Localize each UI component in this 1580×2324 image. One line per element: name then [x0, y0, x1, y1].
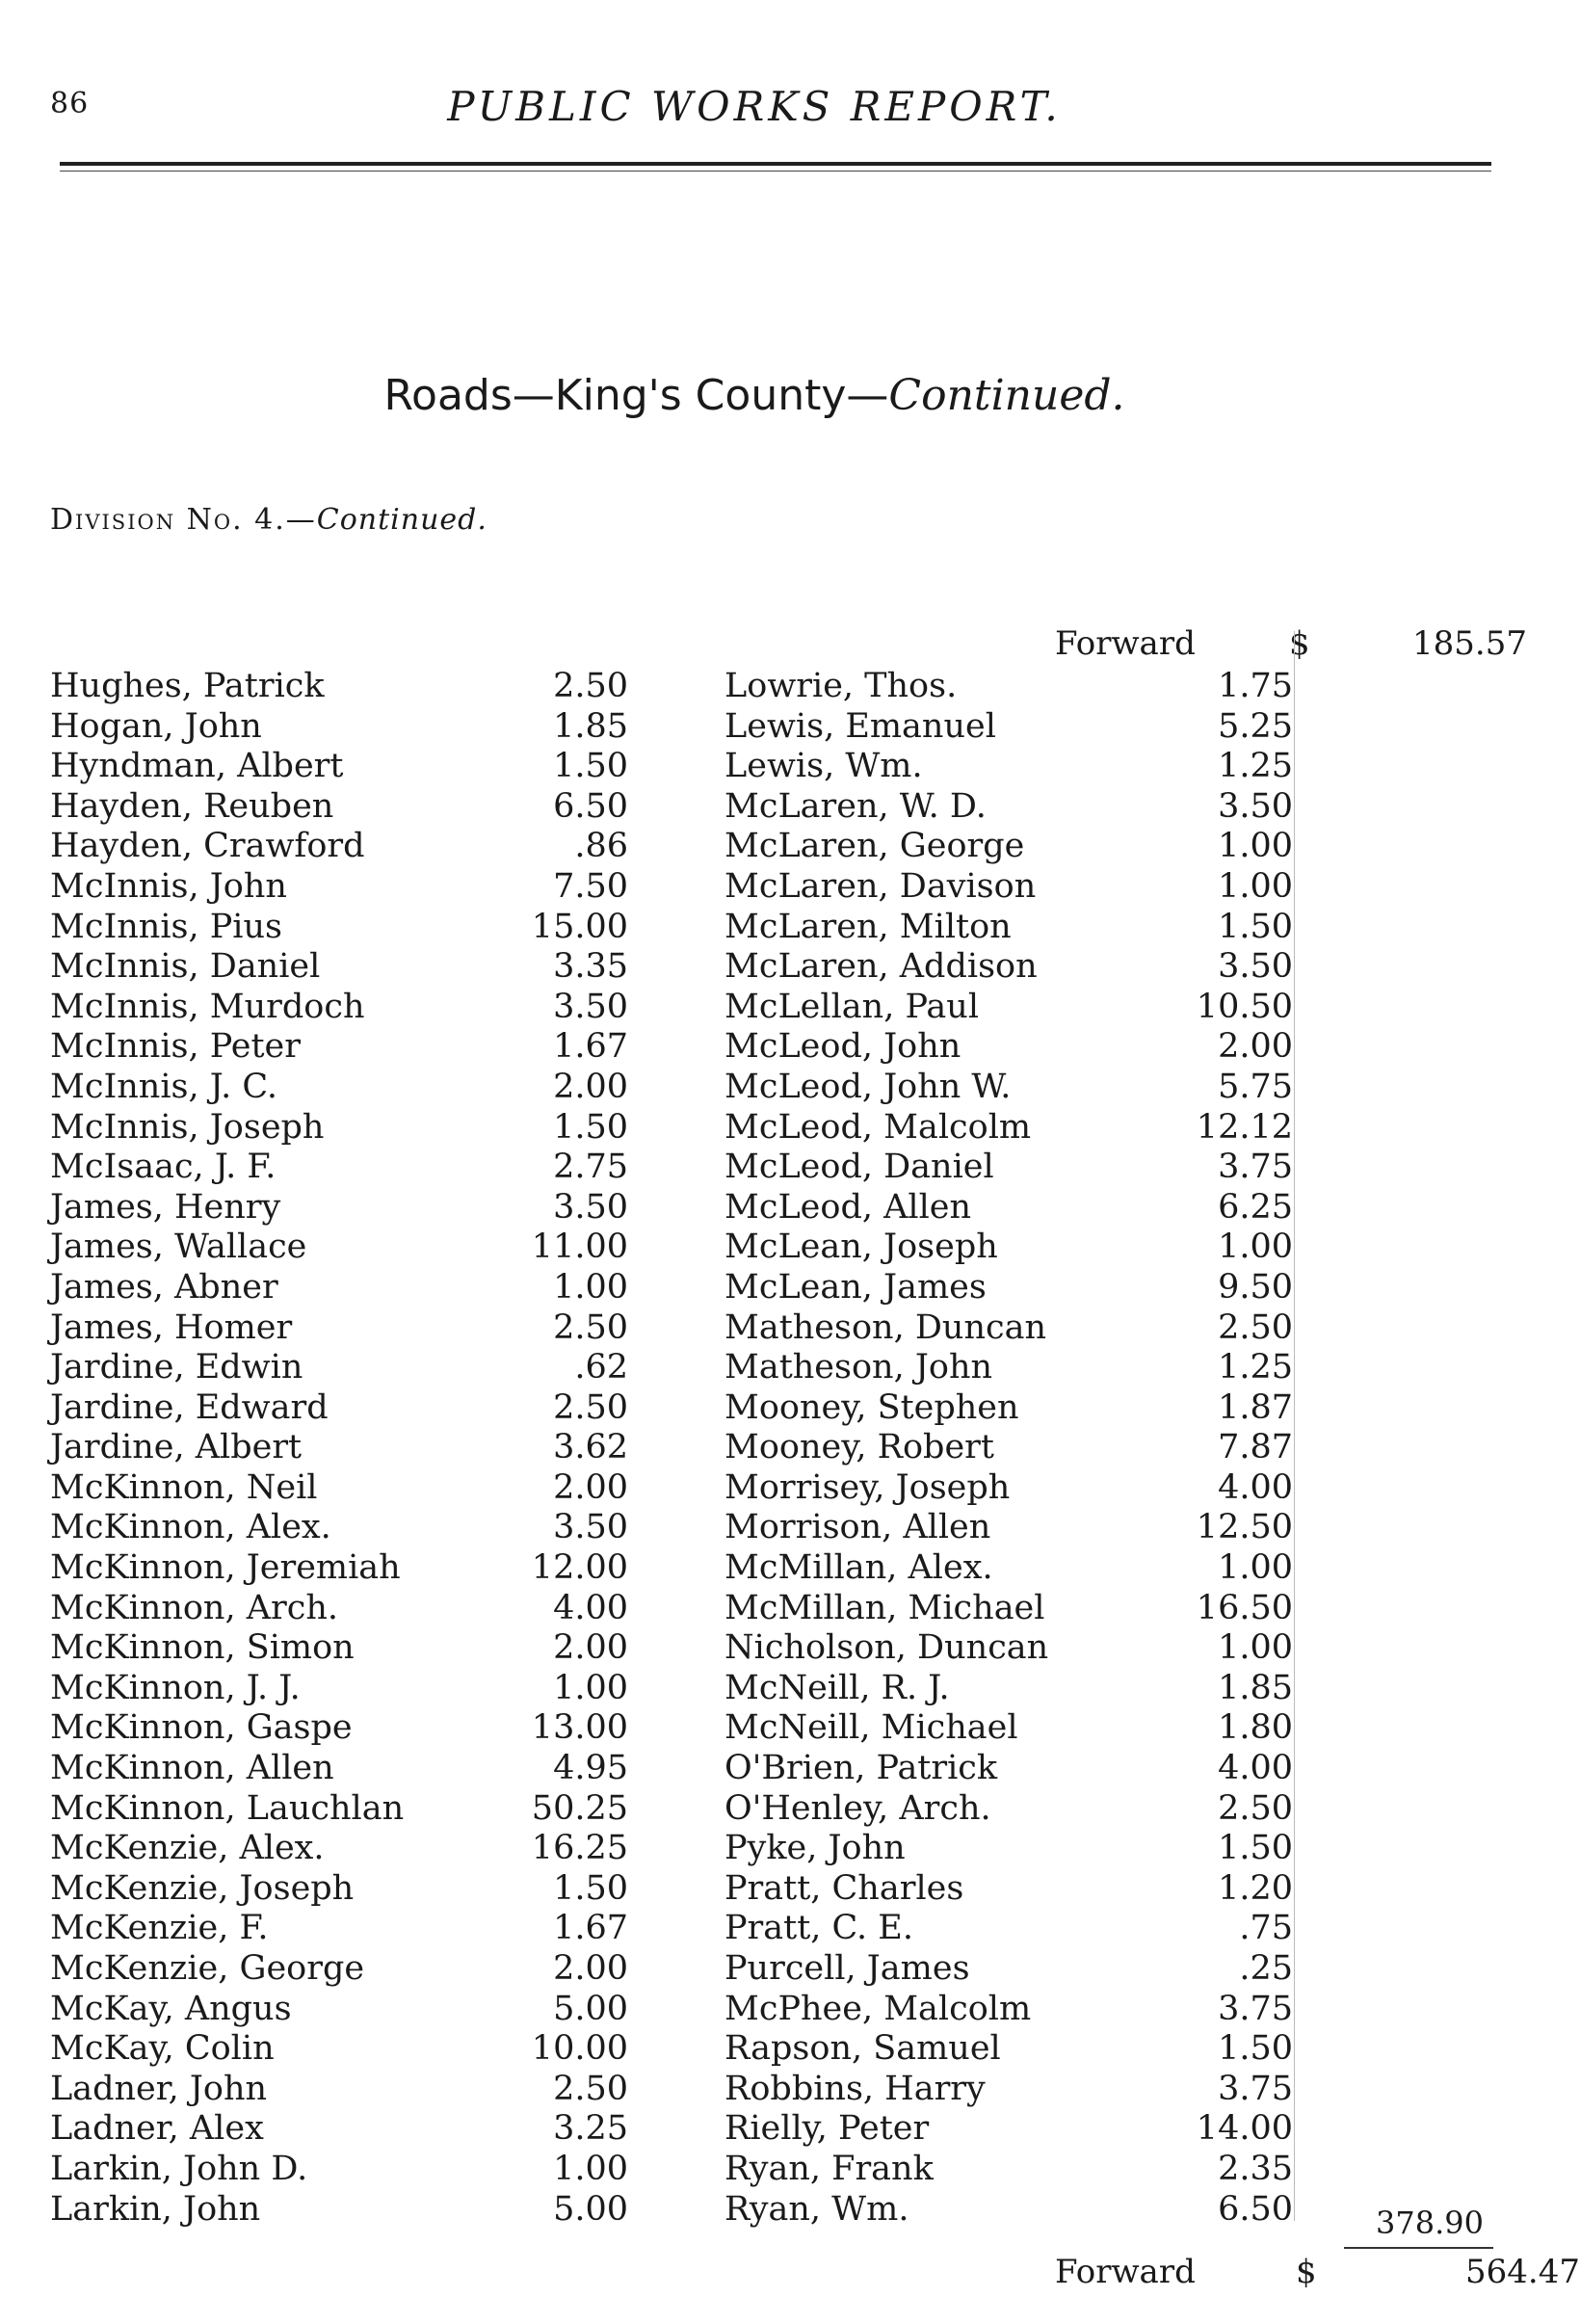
ledger-row	[50, 1869, 628, 1910]
ledger-row	[724, 1148, 1293, 1188]
entry-amount: 1.50	[553, 1868, 628, 1908]
ledger-row	[724, 2070, 1293, 2110]
entry-amount: 2.00	[1218, 1027, 1293, 1067]
ledger-row	[50, 787, 628, 828]
entry-name: McKenzie, Alex.	[50, 1829, 325, 1868]
ledger-row	[724, 747, 1293, 787]
entry-name: McInnis, Daniel	[50, 947, 321, 987]
ledger-row	[50, 1789, 628, 1830]
entry-amount: 12.50	[1196, 1508, 1293, 1547]
ledger-row	[724, 707, 1293, 748]
ledger-row	[724, 1628, 1293, 1669]
entry-amount: 16.25	[531, 1829, 628, 1868]
ledger-row	[50, 747, 628, 787]
entry-name: Lewis, Emanuel	[724, 706, 996, 746]
entry-amount: 3.62	[553, 1428, 628, 1467]
entry-name: Ladner, John	[50, 2069, 268, 2108]
entry-name: McKenzie, Joseph	[50, 1868, 355, 1908]
ledger-row	[50, 1589, 628, 1629]
ledger-row	[50, 2029, 628, 2070]
section-title	[0, 371, 1509, 420]
ledger-row	[724, 988, 1293, 1028]
entry-name: Hyndman, Albert	[50, 747, 344, 786]
ledger-row	[50, 2070, 628, 2110]
entry-amount: 2.50	[1218, 1307, 1293, 1347]
entry-amount: .25	[1239, 1949, 1293, 1988]
entry-amount: 2.50	[1218, 1788, 1293, 1828]
entry-amount: 12.00	[531, 1548, 628, 1588]
header-rule-thick	[60, 162, 1491, 166]
ledger-row	[724, 1548, 1293, 1589]
ledger-row	[50, 667, 628, 707]
entry-name: Larkin, John D.	[50, 2149, 308, 2188]
page-number: 86	[50, 87, 90, 120]
entry-amount: 6.50	[553, 786, 628, 826]
entry-amount: .75	[1239, 1909, 1293, 1948]
ledger-row	[724, 1468, 1293, 1509]
entry-name: McLeod, Daniel	[724, 1148, 994, 1187]
entry-amount: 3.50	[1218, 947, 1293, 987]
entry-amount: 3.75	[1218, 1989, 1293, 2028]
ledger-row	[50, 1669, 628, 1709]
entry-amount: 1.50	[1218, 1829, 1293, 1868]
entry-name: McLaren, Davison	[724, 866, 1037, 906]
entry-amount: 12.12	[1196, 1107, 1293, 1147]
entry-amount: 4.95	[553, 1749, 628, 1788]
entry-amount: .62	[574, 1348, 628, 1387]
entry-name: James, Homer	[50, 1307, 293, 1347]
ledger-row	[50, 947, 628, 988]
left-column	[50, 667, 628, 2230]
entry-amount: 1.87	[1218, 1387, 1293, 1427]
entry-amount: 9.50	[1218, 1267, 1293, 1307]
entry-amount: 3.50	[553, 1187, 628, 1227]
entry-amount: 10.00	[531, 2029, 628, 2069]
running-header	[0, 83, 1509, 131]
entry-name: Ryan, Frank	[724, 2149, 934, 2188]
entry-amount: 3.25	[553, 2109, 628, 2149]
entry-amount: 1.00	[553, 1267, 628, 1307]
entry-name: Pratt, C. E.	[724, 1909, 913, 1948]
ledger-row	[724, 1749, 1293, 1789]
entry-name: Larkin, John	[50, 2189, 261, 2229]
entry-amount: 5.75	[1218, 1067, 1293, 1106]
entry-amount: 14.00	[1196, 2109, 1293, 2149]
ledger-row	[50, 1228, 628, 1268]
ledger-row	[50, 707, 628, 748]
entry-name: Rielly, Peter	[724, 2109, 930, 2149]
entry-name: McKenzie, F.	[50, 1909, 269, 1948]
entry-amount: 16.50	[1196, 1588, 1293, 1627]
entry-name: McInnis, Pius	[50, 907, 283, 946]
division-label: Division No. 4.—	[50, 503, 317, 537]
ledger-row	[724, 2190, 1293, 2231]
ledger-row	[724, 1388, 1293, 1429]
forward-top	[1055, 624, 1527, 663]
entry-amount: 1.25	[1218, 1348, 1293, 1387]
ledger-row	[724, 1789, 1293, 1830]
ledger-row	[50, 2150, 628, 2190]
ledger-row	[50, 1148, 628, 1188]
entry-amount: 1.50	[553, 747, 628, 786]
ledger-row	[50, 1909, 628, 1949]
entry-name: McKay, Angus	[50, 1989, 292, 2028]
ledger-row	[724, 947, 1293, 988]
entry-amount: 3.75	[1218, 2069, 1293, 2108]
entry-amount: 1.00	[1218, 1628, 1293, 1668]
entry-name: O'Henley, Arch.	[724, 1788, 991, 1828]
right-column	[724, 667, 1293, 2230]
ledger-row	[50, 1990, 628, 2030]
ledger-row	[724, 1829, 1293, 1869]
ledger-row	[724, 1308, 1293, 1349]
entry-name: McKinnon, Simon	[50, 1628, 355, 1668]
entry-name: James, Henry	[50, 1187, 281, 1227]
entry-amount: 2.75	[553, 1148, 628, 1187]
entry-name: McInnis, Peter	[50, 1027, 301, 1067]
entry-amount: 1.00	[1218, 1228, 1293, 1267]
ledger-row	[724, 1589, 1293, 1629]
subtotal-amount: 378.90	[1376, 2205, 1484, 2241]
entry-name: McNeill, R. J.	[724, 1668, 950, 1707]
entry-name: Jardine, Albert	[50, 1428, 303, 1467]
entry-name: McPhee, Malcolm	[724, 1989, 1032, 2028]
entry-amount: 2.50	[553, 1307, 628, 1347]
entry-amount: 6.25	[1218, 1187, 1293, 1227]
ledger-row	[724, 827, 1293, 867]
entry-name: McLeod, Allen	[724, 1187, 972, 1227]
ledger-row	[50, 1108, 628, 1149]
entry-amount: 1.20	[1218, 1868, 1293, 1908]
entry-name: McKenzie, George	[50, 1949, 365, 1988]
entry-name: Ryan, Wm.	[724, 2189, 909, 2229]
entry-name: McLeod, John	[724, 1027, 961, 1067]
entry-amount: 2.35	[1218, 2149, 1293, 2188]
section-title-main: Roads—King's County—	[383, 371, 889, 420]
ledger-row	[50, 2109, 628, 2150]
ledger-row	[724, 1909, 1293, 1949]
entry-name: James, Abner	[50, 1267, 278, 1307]
entry-amount: 13.00	[531, 1708, 628, 1748]
entry-name: McNeill, Michael	[724, 1708, 1018, 1748]
entry-name: McLaren, George	[724, 827, 1025, 866]
ledger-row	[50, 1749, 628, 1789]
entry-name: McKinnon, Lauchlan	[50, 1788, 405, 1828]
entry-amount: 5.00	[553, 2189, 628, 2229]
ledger-row	[724, 1228, 1293, 1268]
entry-name: Mooney, Robert	[724, 1428, 994, 1467]
header-rule-thin	[60, 171, 1491, 172]
ledger-row	[50, 827, 628, 867]
entry-name: Matheson, Duncan	[724, 1307, 1047, 1347]
entry-name: McLaren, W. D.	[724, 786, 987, 826]
ledger-row	[50, 1188, 628, 1228]
entry-name: Jardine, Edward	[50, 1387, 329, 1427]
entry-name: Matheson, John	[724, 1348, 993, 1387]
entry-amount: 1.80	[1218, 1708, 1293, 1748]
entry-name: McKinnon, Gaspe	[50, 1708, 353, 1748]
entry-amount: 1.85	[1218, 1668, 1293, 1707]
entry-name: Ladner, Alex	[50, 2109, 264, 2149]
ledger-row	[724, 1990, 1293, 2030]
entry-amount: .86	[574, 827, 628, 866]
entry-amount: 1.75	[1218, 667, 1293, 705]
entry-name: McMillan, Michael	[724, 1588, 1045, 1627]
entry-amount: 1.67	[553, 1027, 628, 1067]
forward-bottom-label: Forward	[1055, 2253, 1196, 2291]
amount-column-rule	[1294, 631, 1295, 2221]
entry-name: McLaren, Addison	[724, 947, 1038, 987]
ledger-row	[724, 1027, 1293, 1068]
entry-amount: 1.00	[1218, 1548, 1293, 1588]
entry-amount: 7.50	[553, 866, 628, 906]
ledger-row	[724, 1108, 1293, 1149]
entry-name: Pratt, Charles	[724, 1868, 964, 1908]
entry-name: Purcell, James	[724, 1949, 970, 1988]
entry-amount: 2.00	[553, 1628, 628, 1668]
entry-amount: 2.50	[553, 667, 628, 705]
ledger-row	[50, 867, 628, 908]
entry-name: Jardine, Edwin	[50, 1348, 303, 1387]
entry-name: McIsaac, J. F.	[50, 1148, 276, 1187]
forward-top-amount: 185.57	[1412, 624, 1527, 663]
entry-name: McInnis, J. C.	[50, 1067, 277, 1106]
entry-amount: 4.00	[1218, 1467, 1293, 1507]
entry-name: McInnis, John	[50, 866, 287, 906]
ledger-row	[724, 1669, 1293, 1709]
ledger-row	[724, 1428, 1293, 1468]
entry-amount: 1.50	[1218, 2029, 1293, 2069]
division-heading	[50, 503, 487, 537]
running-title: PUBLIC WORKS REPORT.	[447, 83, 1062, 130]
entry-amount: 4.00	[1218, 1749, 1293, 1788]
entry-amount: 3.50	[553, 1508, 628, 1547]
ledger-row	[50, 2190, 628, 2231]
entry-name: Hughes, Patrick	[50, 667, 325, 705]
entry-amount: 5.25	[1218, 706, 1293, 746]
section-title-continued: Continued.	[888, 371, 1125, 420]
ledger-row	[724, 1708, 1293, 1749]
forward-bottom-amount: 564.47	[1465, 2253, 1580, 2291]
ledger-row	[724, 1949, 1293, 1990]
entry-amount: 3.50	[553, 987, 628, 1026]
entry-name: McKinnon, Arch.	[50, 1588, 339, 1627]
ledger-row	[50, 908, 628, 948]
entry-amount: 3.35	[553, 947, 628, 987]
entry-amount: 2.00	[553, 1949, 628, 1988]
ledger-row	[724, 2150, 1293, 2190]
ledger-row	[50, 1468, 628, 1509]
ledger-row	[50, 1548, 628, 1589]
entry-name: Hogan, John	[50, 706, 262, 746]
entry-name: McLeod, John W.	[724, 1067, 1012, 1106]
entry-amount: 3.50	[1218, 786, 1293, 826]
entry-amount: 6.50	[1218, 2189, 1293, 2229]
entry-name: McLeod, Malcolm	[724, 1107, 1032, 1147]
ledger-row	[50, 1829, 628, 1869]
entry-name: Pyke, John	[724, 1829, 906, 1868]
entry-amount: 1.25	[1218, 747, 1293, 786]
entry-name: Morrisey, Joseph	[724, 1467, 1011, 1507]
ledger-row	[724, 1068, 1293, 1108]
entry-amount: 1.00	[553, 1668, 628, 1707]
ledger-row	[50, 1348, 628, 1388]
ledger-row	[50, 1708, 628, 1749]
entry-name: McKinnon, Jeremiah	[50, 1548, 401, 1588]
entry-amount: 2.50	[553, 1387, 628, 1427]
ledger-row	[50, 1628, 628, 1669]
entry-name: McLean, Joseph	[724, 1228, 998, 1267]
entry-name: Nicholson, Duncan	[724, 1628, 1049, 1668]
entry-name: James, Wallace	[50, 1228, 307, 1267]
entry-name: Lewis, Wm.	[724, 747, 923, 786]
entry-amount: 2.50	[553, 2069, 628, 2108]
entry-name: Mooney, Stephen	[724, 1387, 1019, 1427]
entry-name: McInnis, Joseph	[50, 1107, 325, 1147]
entry-name: McLean, James	[724, 1267, 987, 1307]
ledger-row	[724, 2109, 1293, 2150]
ledger-row	[50, 1428, 628, 1468]
entry-name: McKay, Colin	[50, 2029, 275, 2069]
entry-name: McLaren, Milton	[724, 907, 1012, 946]
entry-amount: 50.25	[531, 1788, 628, 1828]
ledger-row	[724, 1508, 1293, 1548]
entry-amount: 7.87	[1218, 1428, 1293, 1467]
entry-name: Lowrie, Thos.	[724, 667, 958, 705]
entry-name: McKinnon, Alex.	[50, 1508, 331, 1547]
ledger-row	[724, 787, 1293, 828]
division-continued: Continued.	[316, 503, 487, 537]
entry-amount: 11.00	[531, 1228, 628, 1267]
entry-name: McLellan, Paul	[724, 987, 980, 1026]
ledger-row	[50, 1027, 628, 1068]
ledger-row	[724, 1869, 1293, 1910]
entry-name: Rapson, Samuel	[724, 2029, 1001, 2069]
entry-amount: 1.50	[1218, 907, 1293, 946]
entry-amount: 15.00	[531, 907, 628, 946]
entry-name: McMillan, Alex.	[724, 1548, 993, 1588]
entry-name: Hayden, Reuben	[50, 786, 334, 826]
entry-name: McKinnon, J. J.	[50, 1668, 301, 1707]
ledger-row	[50, 1388, 628, 1429]
entry-name: O'Brien, Patrick	[724, 1749, 998, 1788]
entry-amount: 3.75	[1218, 1148, 1293, 1187]
entry-amount: 1.67	[553, 1909, 628, 1948]
ledger-row	[724, 908, 1293, 948]
entry-name: McKinnon, Neil	[50, 1467, 318, 1507]
entry-amount: 1.50	[553, 1107, 628, 1147]
ledger-row	[724, 1188, 1293, 1228]
entry-name: McInnis, Murdoch	[50, 987, 365, 1026]
ledger-row	[50, 1949, 628, 1990]
entry-amount: 4.00	[553, 1588, 628, 1627]
entry-name: Hayden, Crawford	[50, 827, 365, 866]
forward-top-currency: $	[1289, 624, 1310, 663]
subtotal-rule	[1344, 2247, 1493, 2249]
entry-amount: 1.00	[1218, 866, 1293, 906]
entry-amount: 1.00	[553, 2149, 628, 2188]
ledger-row	[724, 667, 1293, 707]
forward-top-label: Forward	[1055, 624, 1196, 663]
entry-amount: 1.85	[553, 706, 628, 746]
ledger-row	[724, 2029, 1293, 2070]
entry-amount: 10.50	[1196, 987, 1293, 1026]
ledger-row	[50, 1268, 628, 1308]
ledger-row	[724, 867, 1293, 908]
ledger-row	[724, 1348, 1293, 1388]
ledger-row	[50, 1308, 628, 1349]
ledger-row	[50, 988, 628, 1028]
entry-amount: 1.00	[1218, 827, 1293, 866]
ledger-row	[724, 1268, 1293, 1308]
entry-amount: 2.00	[553, 1067, 628, 1106]
entry-name: Robbins, Harry	[724, 2069, 986, 2108]
entry-amount: 5.00	[553, 1989, 628, 2028]
entry-name: McKinnon, Allen	[50, 1749, 334, 1788]
entry-amount: 2.00	[553, 1467, 628, 1507]
forward-bottom	[1055, 2253, 1580, 2295]
ledger-row	[50, 1068, 628, 1108]
ledger-row	[50, 1508, 628, 1548]
forward-bottom-currency: $	[1296, 2253, 1317, 2291]
entry-name: Morrison, Allen	[724, 1508, 991, 1547]
